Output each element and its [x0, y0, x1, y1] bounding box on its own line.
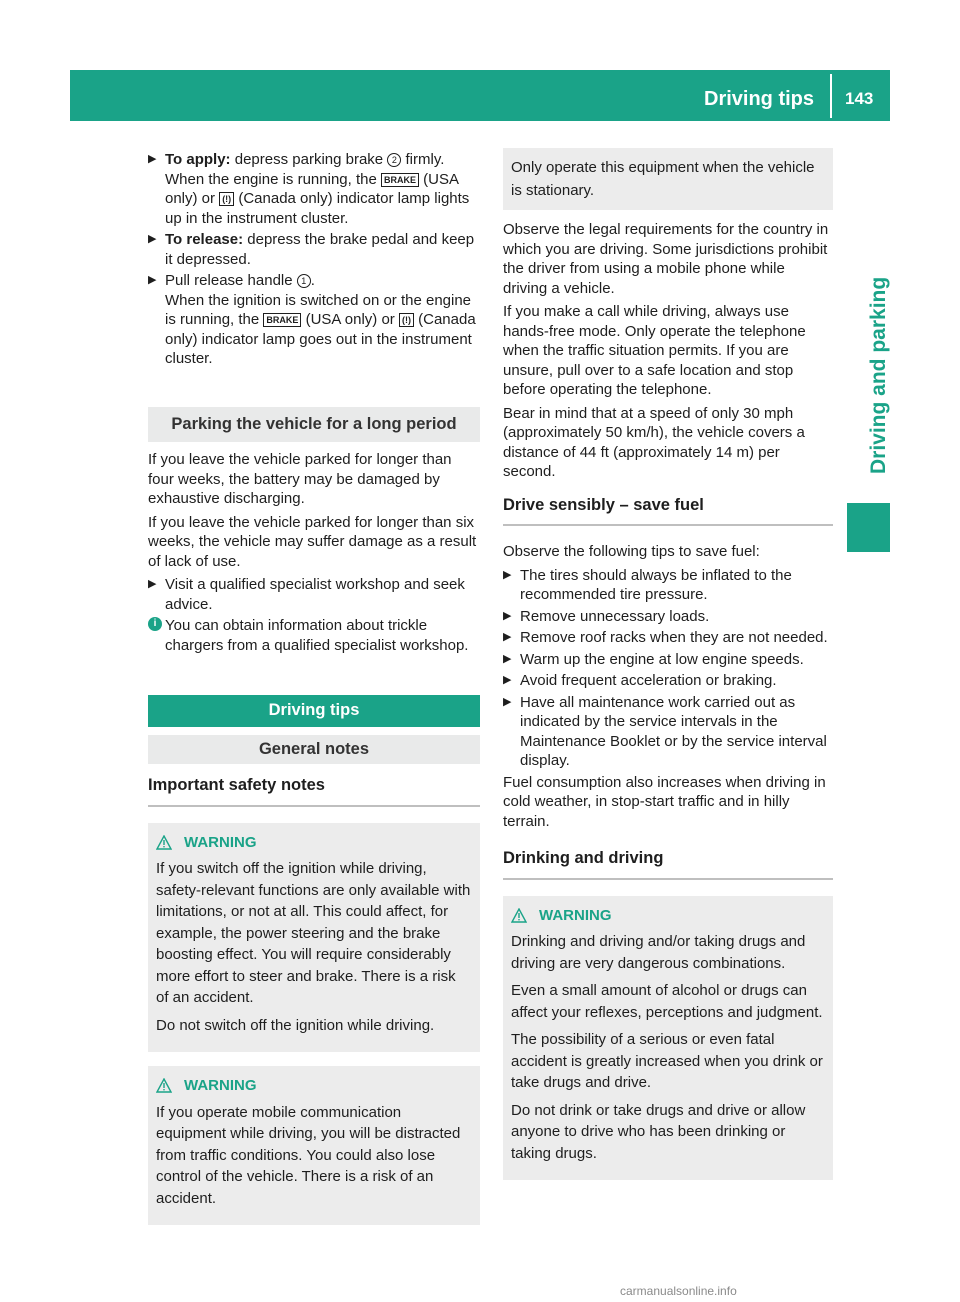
warning-heading: WARNING — [156, 1076, 472, 1096]
fuel-step: ▶ Remove unnecessary loads. — [503, 607, 833, 627]
paragraph: Fuel consumption also increases when driving in cold weather, in stop-start traffic and in hilly terrain. — [503, 773, 826, 830]
warning-text: Do not switch off the ignition while driving. — [156, 1016, 435, 1034]
fuel-step: ▶ The tires should always be inflated to the recommended tire pressure. — [503, 566, 833, 605]
warning-box-drinking — [503, 896, 833, 1181]
section-heading-long-period: Parking the vehicle for a long period — [148, 407, 480, 443]
warning-triangle-icon — [156, 835, 172, 850]
warning-text: Even a small amount of alcohol or drugs can affect your reflexes, perceptions and judgment. — [511, 982, 823, 1021]
canada-brake-lamp-icon: (!) — [219, 192, 234, 206]
right-column — [503, 148, 833, 1180]
info-note: i You can obtain information about trickle chargers from a qualified specialist workshop. — [148, 616, 480, 655]
warning-box-mobile — [148, 1066, 480, 1225]
step-apply: ▶ To apply: depress parking brake 2 firmly. When the engine is running, the BRAKE (USA only) or (!) (Canada only) indicator lamp lights up in the instrument cluster. — [148, 150, 480, 228]
warning-heading: WARNING — [511, 906, 825, 926]
heading-important-safety: Important safety notes — [148, 776, 480, 807]
warning-heading: WARNING — [156, 833, 472, 853]
left-column — [148, 150, 480, 1225]
watermark: carmanualsonline.info — [620, 1284, 737, 1298]
warning-text: Drinking and driving and/or taking drugs and driving are very dangerous combinations. — [511, 933, 806, 972]
warning-triangle-icon — [511, 908, 527, 923]
section-heading-driving-tips: Driving tips — [148, 695, 480, 727]
fuel-step: ▶ Warm up the engine at low engine speeds. — [503, 650, 833, 670]
warning-triangle-icon — [156, 1078, 172, 1093]
warning-text: If you operate mobile communication equipment while driving, you will be distracted from traffic conditions. You could also lose control of the vehicle. There is a risk of an accident. — [156, 1103, 461, 1207]
paragraph: If you leave the vehicle parked for longer than six weeks, the vehicle may suffer damage as a result of lack of use. — [148, 513, 477, 570]
step-release: ▶ To release: depress the brake pedal and keep it depressed. — [148, 230, 480, 269]
brake-lamp-icon: BRAKE — [381, 173, 419, 187]
heading-drinking: Drinking and driving — [503, 849, 833, 880]
paragraph: If you make a call while driving, always use hands-free mode. Only operate the telephone when the traffic situation permits. If you are unsure, pull over to a safe location and stop before operating the telephone. — [503, 303, 806, 398]
callout-2: 2 — [387, 153, 401, 167]
fuel-step: ▶ Avoid frequent acceleration or braking. — [503, 671, 833, 691]
note-stationary: Only operate this equipment when the vehicle is stationary. — [503, 148, 833, 210]
canada-brake-lamp-icon: (!) — [399, 313, 414, 327]
heading-save-fuel: Drive sensibly – save fuel — [503, 496, 833, 527]
warning-text: If you switch off the ignition while driving, safety-relevant functions are only available with limitations, or not at all. This could affect, for example, the power steering and the brake boosting effect. You will require considerably more effort to steer and brake. There is a risk of an accident. — [156, 860, 471, 1006]
fuel-step: ▶ Remove roof racks when they are not needed. — [503, 628, 833, 648]
chapter-marker — [847, 503, 890, 552]
brake-lamp-icon: BRAKE — [263, 313, 301, 327]
step-pull-handle: ▶ Pull release handle 1 . When the ignition is switched on or the engine is running, the BRAKE (USA only) or (!) (Canada only) indicator lamp goes out in the instrument cluster. — [148, 271, 480, 369]
paragraph: Observe the legal requirements for the country in which you are driving. Some jurisdictions prohibit the driver from using a mobile phone while driving a vehicle. — [503, 221, 829, 297]
page-section-title: Driving tips — [704, 88, 815, 110]
fuel-step: ▶ Have all maintenance work carried out as indicated by the service intervals in the Maintenance Booklet or by the service interval display. — [503, 693, 833, 771]
warning-text: Do not drink or take drugs and drive or allow anyone to drive who has been drinking or taking drugs. — [511, 1101, 806, 1162]
callout-1: 1 — [297, 274, 311, 288]
subsection-general-notes: General notes — [148, 735, 480, 765]
chapter-side-label: Driving and parking — [867, 276, 890, 474]
warning-box-ignition — [148, 823, 480, 1053]
step-visit-workshop: ▶ Visit a qualified specialist workshop and seek advice. — [148, 575, 480, 614]
info-icon: i — [148, 617, 162, 631]
page-number: 143 — [845, 89, 874, 108]
paragraph: Observe the following tips to save fuel: — [503, 543, 760, 560]
header-divider — [830, 74, 832, 118]
paragraph: If you leave the vehicle parked for longer than four weeks, the battery may be damaged by exhaustive discharging. — [148, 451, 452, 507]
warning-text: The possibility of a serious or even fatal accident is greatly increased when you drink or take drugs and drive. — [511, 1031, 823, 1091]
paragraph: Bear in mind that at a speed of only 30 mph (approximately 50 km/h), the vehicle covers a distance of 44 ft (approximately 14 m) per second. — [503, 404, 805, 480]
